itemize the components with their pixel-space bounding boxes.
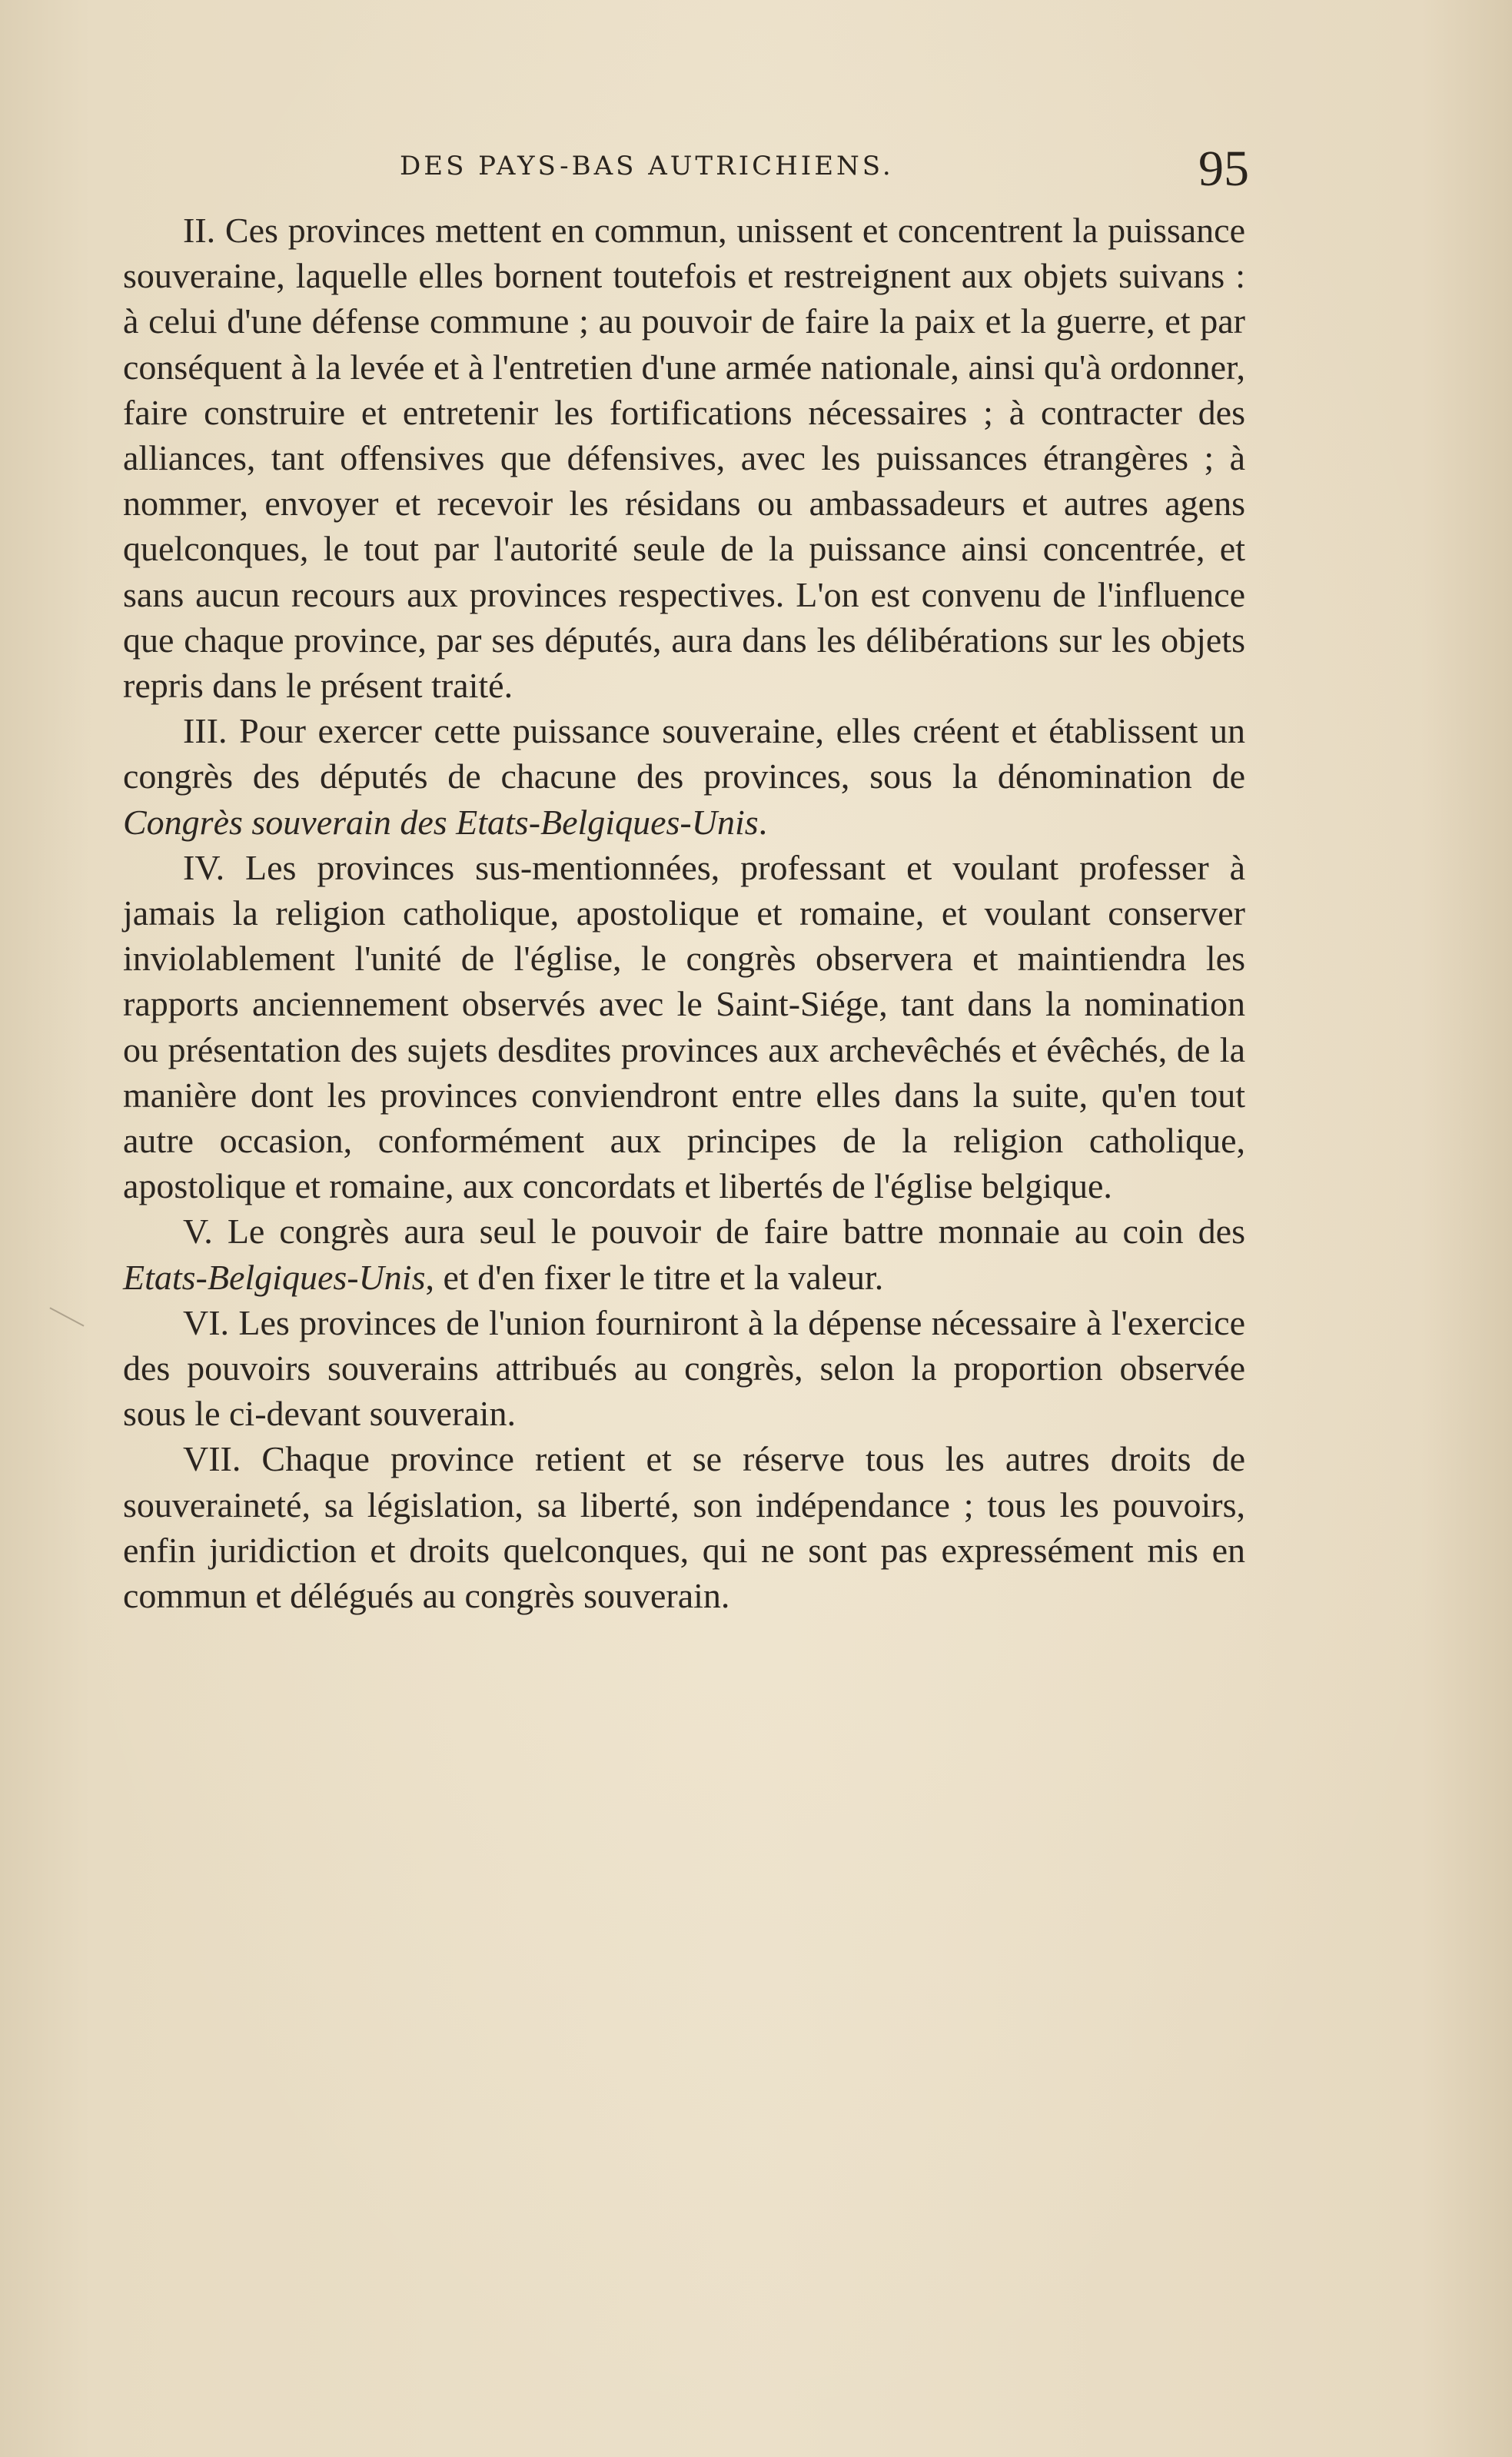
article-number: IV. (183, 847, 225, 887)
running-title: DES PAYS-BAS AUTRICHIENS. (400, 151, 894, 181)
article-number: II. (183, 211, 216, 250)
article-number: VII. (183, 1439, 241, 1479)
article-2 (123, 208, 1245, 708)
article-text: Chaque province retient et se réserve tous les autres droits de souveraineté, sa législation, sa liberté, son indépendance ; tous les pouvoirs, enfin juridiction et droits quelconques, qui ne sont pas expressément mis en commun et délégués au congrès souverain. (123, 1439, 1246, 1616)
article-text-italic: Congrès souverain des Etats-Belgiques-Unis (123, 802, 759, 842)
article-text: Ces provinces mettent en commun, unissent et concentrent la puissance souveraine, laquelle elles bornent toutefois et restreignent aux objets suivans : à celui d'une défense commune ; au pouvoir de faire la paix et la guerre, et par conséquent à la levée et à l'entretien d'une armée nationale, ainsi qu'à ordonner, faire construire et entretenir les fortifications nécessaires ; à contracter des alliances, tant offensives que défensives, avec les puissances étrangères ; à nommer, envoyer et recevoir les résidans ou ambassadeurs et autres agens quelconques, le tout par l'autorité seule de la puissance ainsi concentrée, et sans aucun recours aux provinces respectives. L'on est convenu de l'influence que chaque province, par ses députés, aura dans les délibérations sur les objets repris dans le présent traité. (123, 211, 1245, 706)
margin-pencil-mark (49, 1307, 84, 1326)
article-text: Les provinces sus-mentionnées, professant et voulant professer à jamais la religion catholique, apostolique et romaine, et voulant conserver inviolablement l'unité de l'église, le congrès observera et maintiendra les rapports anciennement observés avec le Saint-Siége, tant dans la nomination ou présentation des sujets desdites provinces aux archevêchés et évêchés, de la manière dont les provinces conviendront entre elles dans la suite, qu'en tout autre occasion, conformément aux principes de la religion catholique, apostolique et romaine, aux concordats et libertés de l'église belgique. (123, 847, 1246, 1206)
article-number: VI. (183, 1302, 230, 1342)
body-text (123, 208, 1245, 1618)
article-text: Pour exercer cette puissance souveraine, elles créent et établissent un congrès des députés de chacune des provinces, sous la dénomination de (123, 711, 1245, 796)
article-text: Le congrès aura seul le pouvoir de faire battre monnaie au coin des (227, 1212, 1245, 1252)
article-7 (123, 1436, 1245, 1618)
article-6 (123, 1300, 1245, 1437)
article-text: Les provinces de l'union fourniront à la dépense nécessaire à l'exercice des pouvoirs souverains attribués au congrès, selon la proportion observée sous le ci-devant souverain. (123, 1302, 1245, 1434)
article-number: V. (183, 1212, 213, 1252)
article-text-italic: Etats-Belgiques-Unis (123, 1257, 426, 1297)
page-number: 95 (1198, 141, 1249, 197)
article-4 (123, 845, 1245, 1209)
article-text-end: , et d'en fixer le titre et la valeur. (425, 1257, 884, 1297)
article-3 (123, 708, 1245, 845)
article-5 (123, 1209, 1245, 1299)
running-head (400, 151, 1253, 181)
article-text-end: . (758, 802, 768, 842)
article-number: III. (183, 711, 228, 751)
